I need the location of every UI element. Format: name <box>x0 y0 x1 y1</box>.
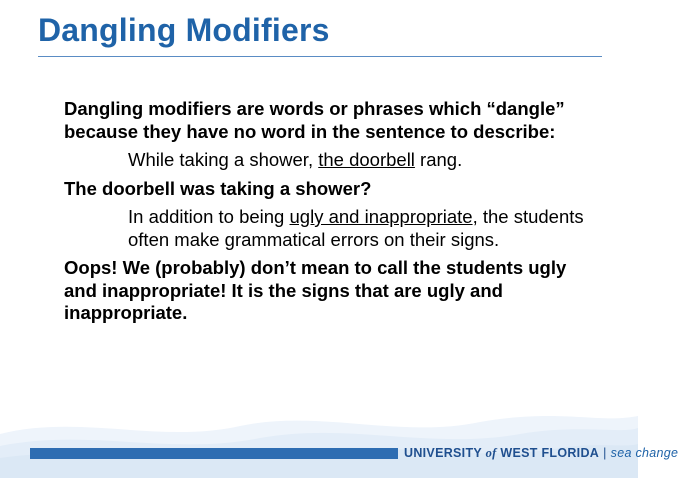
logo-of: of <box>485 446 497 460</box>
example-sentence-2 <box>128 206 584 251</box>
slide-body <box>64 98 584 325</box>
university-logo <box>404 446 678 461</box>
example-1-after: rang. <box>414 149 463 170</box>
example-2-underlined: ugly and inappropriate <box>289 206 473 227</box>
intro-text: Dangling modifiers are words or phrases which “dangle” because they have no word in the sentence to describe: <box>64 98 565 142</box>
logo-tagline: sea change <box>610 446 678 460</box>
title-underline <box>38 56 602 57</box>
example-1-underlined: the doorbell <box>318 149 415 170</box>
example-sentence-1 <box>128 149 584 172</box>
example-2-after: , the students often make grammatical errors on their signs. <box>128 206 584 250</box>
conclusion-text: Oops! We (probably) don’t mean to call the students ugly and inappropriate! It is the signs that are ugly and inappropriate. <box>64 257 567 323</box>
logo-separator: | <box>603 446 607 460</box>
logo-university: UNIVERSITY <box>404 446 482 460</box>
footer-bar <box>30 448 398 459</box>
question-text: The doorbell was taking a shower? <box>64 177 372 199</box>
decorative-waves <box>0 404 638 478</box>
slide-title: Dangling Modifiers <box>38 12 330 48</box>
logo-west-florida: WEST FLORIDA <box>500 446 600 460</box>
example-1-before: While taking a shower, <box>128 149 319 170</box>
example-2-before: In addition to being <box>128 206 290 227</box>
